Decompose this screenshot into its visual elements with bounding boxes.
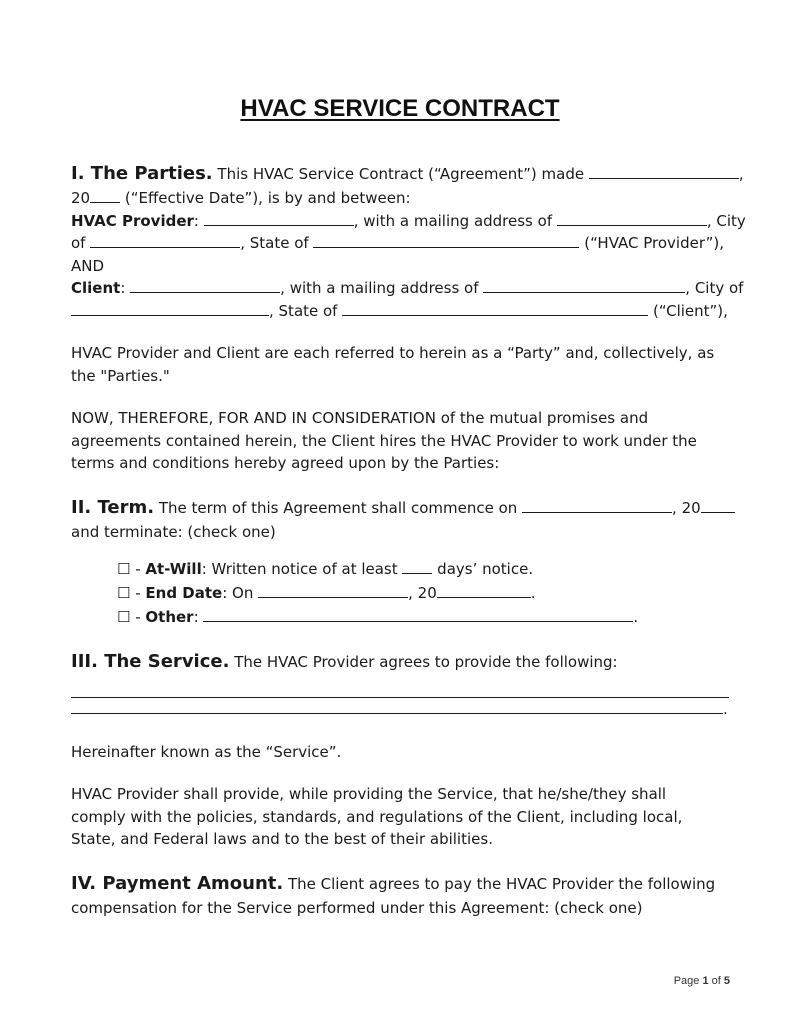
of-word: of bbox=[708, 975, 724, 987]
page-number bbox=[674, 975, 730, 987]
page-title: HVAC SERVICE CONTRACT bbox=[240, 95, 560, 122]
option-at-will bbox=[71, 557, 731, 581]
payment-line-1 bbox=[71, 871, 731, 897]
end-date-field[interactable] bbox=[258, 582, 408, 598]
effective-year-field[interactable] bbox=[90, 187, 120, 203]
parties-heading: I. The Parties. bbox=[71, 163, 213, 184]
provider-address-field[interactable] bbox=[557, 210, 707, 226]
provider-city-field[interactable] bbox=[90, 232, 240, 248]
client-line-2 bbox=[71, 300, 731, 323]
service-para-line-2: comply with the policies, standards, and regulations of the Client, including local, bbox=[71, 807, 683, 826]
term-heading: II. Term. bbox=[71, 496, 155, 518]
other-field[interactable] bbox=[203, 606, 633, 622]
term-line-1 bbox=[71, 495, 731, 521]
para1-line-1: HVAC Provider and Client are each referred to herein as a “Party” and, collectively, as bbox=[71, 344, 715, 362]
comma-20: , 20 bbox=[672, 498, 701, 517]
end-date-label: End Date bbox=[145, 584, 223, 602]
at-will-text-2: days’ notice. bbox=[432, 560, 534, 578]
client-name-field[interactable] bbox=[130, 277, 280, 293]
service-heading: III. The Service. bbox=[71, 651, 230, 672]
option-end-date bbox=[71, 581, 731, 605]
mailing-text: , with a mailing address of bbox=[280, 279, 484, 297]
para2-line-2: agreements contained herein, the Client hires the HVAC Provider to work under the bbox=[71, 431, 697, 450]
provider-line-2 bbox=[71, 232, 731, 255]
city-text: , City bbox=[706, 211, 746, 230]
city-of-text: , City of bbox=[685, 279, 744, 297]
para2-line-3: terms and conditions hereby agreed upon by the Parties: bbox=[71, 454, 500, 472]
para2-line-1: NOW, THEREFORE, FOR AND IN CONSIDERATION of the mutual promises and bbox=[71, 409, 649, 427]
client-state-field[interactable] bbox=[342, 300, 648, 316]
mailing-text: , with a mailing address of bbox=[353, 211, 557, 230]
term-text: The term of this Agreement shall commence on bbox=[154, 498, 523, 517]
other-label: Other bbox=[145, 608, 194, 626]
document-body bbox=[71, 161, 746, 919]
agreement-date-field[interactable] bbox=[589, 163, 739, 179]
effective-date-text: (“Effective Date”), is by and between: bbox=[120, 189, 411, 207]
parties-line-1 bbox=[71, 161, 744, 187]
service-line-1 bbox=[71, 649, 731, 675]
period: . bbox=[633, 608, 639, 626]
term-line-2: and terminate: (check one) bbox=[71, 522, 276, 541]
client-city-field[interactable] bbox=[71, 300, 269, 316]
at-will-label: At-Will bbox=[145, 560, 202, 578]
period: . bbox=[530, 584, 536, 602]
current-page: 1 bbox=[702, 975, 709, 987]
payment-text: The Client agrees to pay the HVAC Provider the following bbox=[283, 874, 716, 893]
option-other bbox=[71, 605, 731, 629]
service-para-line-3: State, and Federal laws and to the best of their abilities. bbox=[71, 830, 493, 848]
parties-intro-text: This HVAC Service Contract (“Agreement”) made bbox=[212, 165, 589, 183]
end-date-text: : On bbox=[222, 584, 259, 602]
checkbox-icon[interactable]: ☐ - bbox=[117, 584, 146, 602]
notice-days-field[interactable] bbox=[402, 558, 432, 574]
client-address-field[interactable] bbox=[483, 277, 685, 293]
para1-line-2: the "Parties." bbox=[71, 366, 170, 385]
provider-line bbox=[71, 210, 746, 233]
provider-label: HVAC Provider bbox=[71, 211, 194, 230]
of-text: of bbox=[71, 234, 91, 252]
provider-name-field[interactable] bbox=[204, 210, 354, 226]
client-line bbox=[71, 277, 744, 300]
colon: : bbox=[193, 608, 204, 626]
parties-line-2 bbox=[71, 187, 731, 210]
provider-tag: (“HVAC Provider”), bbox=[579, 234, 725, 252]
comma: , bbox=[738, 165, 744, 183]
period: . bbox=[723, 700, 728, 718]
end-year-field[interactable] bbox=[437, 582, 531, 598]
page-word: Page bbox=[673, 975, 703, 987]
service-description-field-1[interactable] bbox=[71, 675, 729, 698]
service-description-field-2[interactable] bbox=[71, 698, 723, 714]
comma-20: , 20 bbox=[408, 584, 437, 602]
and-line: AND bbox=[71, 256, 105, 275]
term-start-field[interactable] bbox=[522, 497, 672, 513]
service-para-line-1: HVAC Provider shall provide, while providing the Service, that he/she/they shall bbox=[71, 785, 667, 803]
provider-state-field[interactable] bbox=[313, 232, 579, 248]
checkbox-icon[interactable]: ☐ - bbox=[117, 560, 146, 578]
service-line-3 bbox=[71, 698, 731, 721]
term-year-field[interactable] bbox=[701, 497, 735, 513]
hereinafter-line: Hereinafter known as the “Service”. bbox=[71, 742, 342, 761]
colon: : bbox=[120, 279, 131, 297]
checkbox-icon[interactable]: ☐ - bbox=[117, 608, 146, 626]
state-text: , State of bbox=[269, 301, 343, 320]
client-label: Client bbox=[71, 279, 121, 297]
payment-heading: IV. Payment Amount. bbox=[71, 872, 284, 894]
state-text: , State of bbox=[240, 234, 314, 252]
total-pages: 5 bbox=[723, 975, 730, 987]
service-text: The HVAC Provider agrees to provide the following: bbox=[229, 653, 618, 671]
at-will-text: : Written notice of at least bbox=[201, 560, 403, 578]
payment-line-2: compensation for the Service performed under this Agreement: (check one) bbox=[71, 898, 643, 917]
colon: : bbox=[193, 211, 204, 230]
year-prefix: 20 bbox=[71, 189, 91, 207]
client-tag: (“Client”), bbox=[648, 301, 728, 320]
